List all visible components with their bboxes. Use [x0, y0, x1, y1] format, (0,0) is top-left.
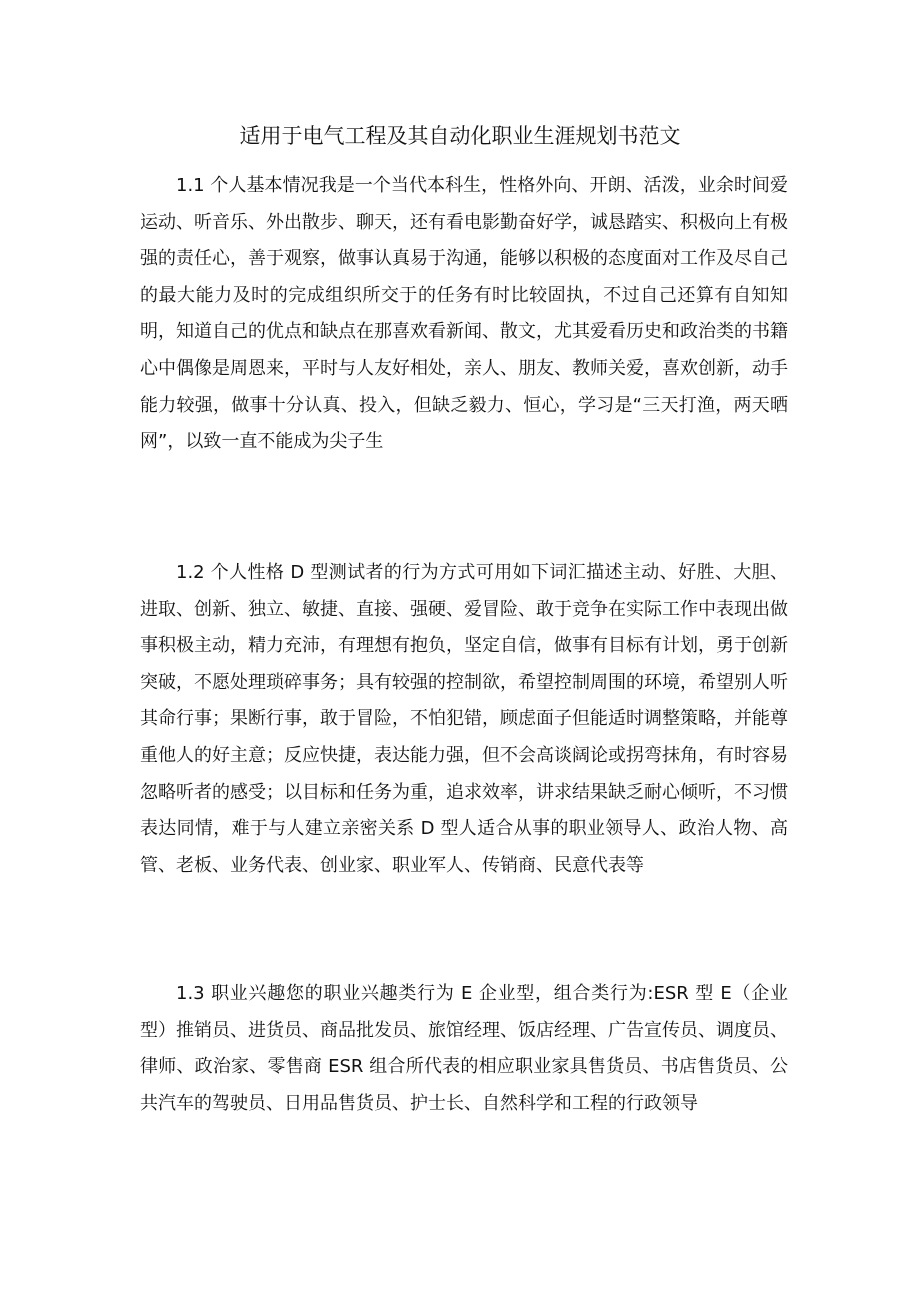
paragraph-personal-info: 1.1 个人基本情况我是一个当代本科生，性格外向、开朗、活泼，业余时间爱运动、听音乐、外出散步、聊天，还有看电影勤奋好学，诚恳踏实、积极向上有极强的责任心，善于观察，做事认真易于沟通，能够以积极的态度面对工作及尽自己的最大能力及时的完成组织所交于的任务有时比较固执，不过自己还算有自知知明，知道自己的优点和缺点在那喜欢看新闻、散文，尤其爱看历史和政治类的书籍心中偶像是周恩来，平时与人友好相处，亲人、朋友、教师关爱，喜欢创新，动手能力较强，做事十分认真、投入，但缺乏毅力、恒心，学习是“三天打渔，两天晒网”，以致一直不能成为尖子生	[140, 175, 788, 453]
document-title: 适用于电气工程及其自动化职业生涯规划书范文	[239, 124, 681, 148]
paragraph-personality: 1.2 个人性格 D 型测试者的行为方式可用如下词汇描述主动、好胜、大胆、进取、创新、独立、敏捷、直接、强硬、爱冒险、敢于竞争在实际工作中表现出做事积极主动，精力充沛，有理想有抱负，坚定自信，做事有目标有计划，勇于创新突破，不愿处理琐碎事务；具有较强的控制欲，希望控制周围的环境，希望别人听其命行事；果断行事，敢于冒险，不怕犯错，顾虑面子但能适时调整策略，并能尊重他人的好主意；反应快捷，表达能力强，但不会高谈阔论或拐弯抹角，有时容易忽略听者的感受；以目标和任务为重，追求效率，讲求结果缺乏耐心倾听，不习惯表达同情，难于与人建立亲密关系 D 型人适合从事的职业领导人、政治人物、高管、老板、业务代表、创业家、职业军人、传销商、民意代表等	[140, 562, 788, 876]
paragraph-career-interest: 1.3 职业兴趣您的职业兴趣类行为 E 企业型，组合类行为:ESR 型 E（企业型）推销员、进货员、商品批发员、旅馆经理、饭店经理、广告宣传员、调度员、律师、政治家、零售商 ESR 组合所代表的相应职业家具售货员、书店售货员、公共汽车的驾驶员、日用品售货员、护士长、自然科学和工程的行政领导	[140, 983, 788, 1114]
